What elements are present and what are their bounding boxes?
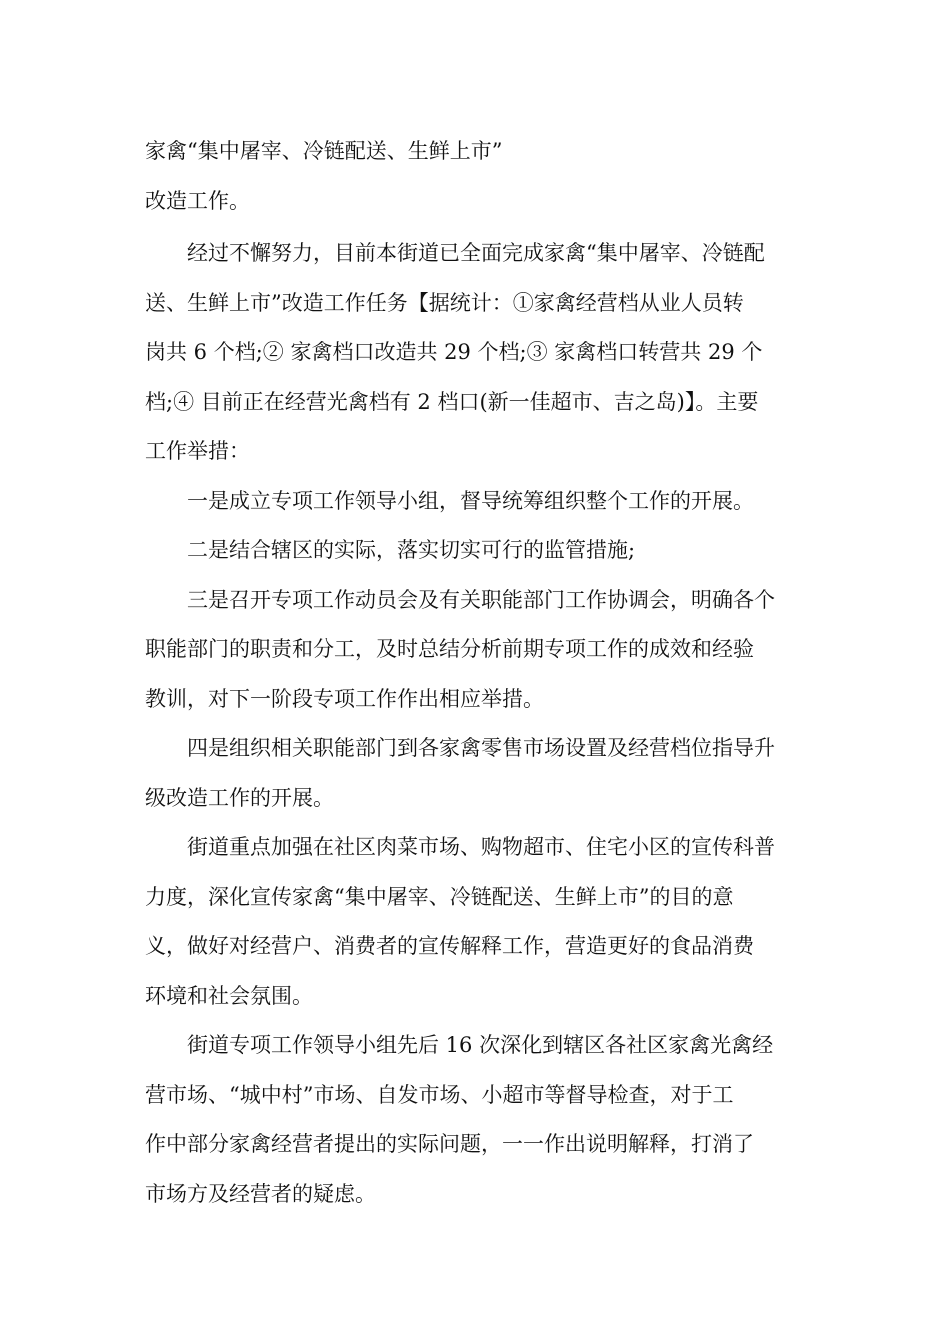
text-line bbox=[145, 177, 810, 227]
text-line bbox=[145, 774, 810, 824]
text-line bbox=[145, 922, 810, 972]
line-text: 三是召开专项工作动员会及有关职能部门工作协调会，明确各个 bbox=[187, 587, 775, 612]
line-text: 市场方及经营者的疑虑。 bbox=[145, 1181, 376, 1206]
line-text: 档;④ 目前正在经营光禽档有 2 档口(新一佳超市、吉之岛)】。主要 bbox=[145, 389, 759, 414]
line-text: 四是组织相关职能部门到各家禽零售市场设置及经营档位指导升 bbox=[187, 736, 775, 760]
line-text: 力度，深化宣传家禽“集中屠宰、冷链配送、生鲜上市”的目的意 bbox=[145, 884, 734, 909]
text-line bbox=[145, 279, 810, 329]
line-text: 经过不懈努力，目前本街道已全面完成家禽“集中屠宰、冷链配 bbox=[187, 241, 765, 265]
line-text: 教训，对下一阶段专项工作作出相应举措。 bbox=[145, 686, 544, 711]
line-text: 送、生鲜上市”改造工作任务【据统计：①家禽经营档从业人员转 bbox=[145, 290, 744, 315]
paragraph-first-line bbox=[145, 1021, 810, 1071]
paragraph-first-line bbox=[145, 724, 810, 774]
line-text: 岗共 6 个档;② 家禽档口改造共 29 个档;③ 家禽档口转营共 29 个 bbox=[145, 340, 763, 364]
line-text: 街道重点加强在社区肉菜市场、购物超市、住宅小区的宣传科普 bbox=[187, 835, 775, 859]
paragraph-first-line bbox=[145, 823, 810, 873]
line-text: 街道专项工作领导小组先后 16 次深化到辖区各社区家禽光禽经 bbox=[187, 1033, 774, 1057]
text-line bbox=[145, 625, 810, 675]
paragraph-first-line bbox=[145, 576, 810, 626]
line-text: 工作举措： bbox=[145, 439, 250, 463]
text-line bbox=[145, 378, 810, 428]
text-line bbox=[145, 675, 810, 725]
line-text: 级改造工作的开展。 bbox=[145, 785, 334, 810]
paragraph-first-line bbox=[145, 229, 810, 279]
text-line bbox=[145, 427, 810, 477]
text-line bbox=[145, 1120, 810, 1170]
line-text: 家禽“集中屠宰、冷链配送、生鲜上市” bbox=[145, 139, 503, 163]
line-text: 职能部门的职责和分工，及时总结分析前期专项工作的成效和经验 bbox=[145, 637, 754, 661]
text-line bbox=[145, 328, 810, 378]
text-line bbox=[145, 127, 810, 177]
text-line bbox=[145, 1071, 810, 1121]
line-text: 改造工作。 bbox=[145, 188, 250, 213]
document-body bbox=[145, 127, 810, 1219]
paragraph-first-line bbox=[145, 477, 810, 527]
line-text: 义，做好对经营户、消费者的宣传解释工作，营造更好的食品消费 bbox=[145, 934, 754, 958]
text-line bbox=[145, 972, 810, 1022]
line-text: 环境和社会氛围。 bbox=[145, 983, 313, 1008]
line-text: 二是结合辖区的实际，落实切实可行的监管措施; bbox=[187, 538, 636, 562]
text-line bbox=[145, 1170, 810, 1220]
line-text: 一是成立专项工作领导小组，督导统筹组织整个工作的开展。 bbox=[187, 488, 754, 513]
paragraph-first-line bbox=[145, 526, 810, 576]
line-text: 营市场、“城中村”市场、自发市场、小超市等督导检查，对于工 bbox=[145, 1082, 734, 1107]
line-text: 作中部分家禽经营者提出的实际问题，一一作出说明解释，打消了 bbox=[145, 1132, 754, 1156]
text-line bbox=[145, 873, 810, 923]
